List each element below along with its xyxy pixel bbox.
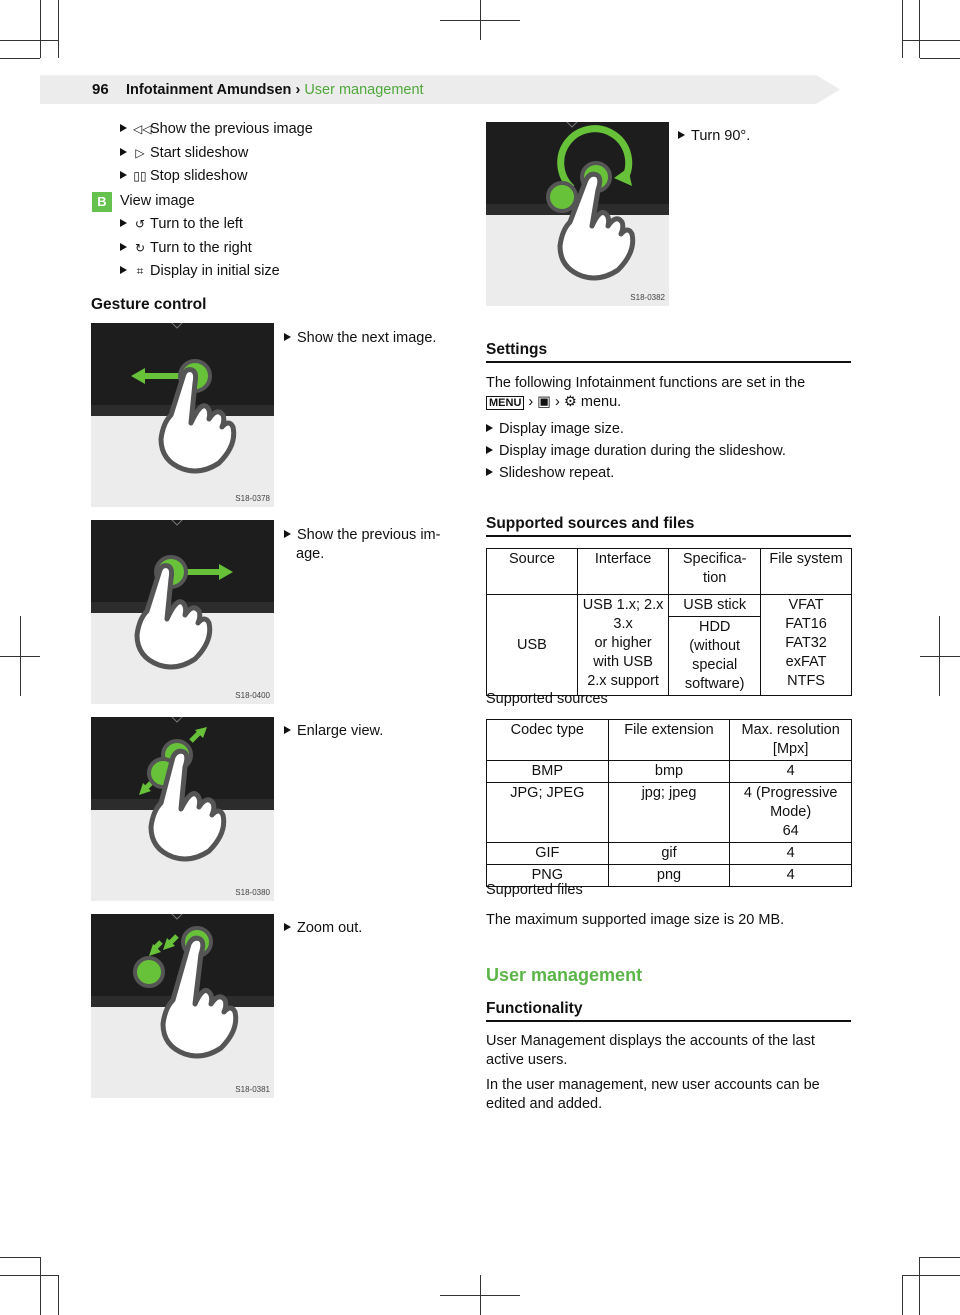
figure-rotate — [486, 122, 669, 306]
files-table — [486, 719, 852, 887]
settings-heading: Settings — [486, 341, 548, 358]
figure-zoom-out — [91, 914, 274, 1098]
media-icon: ▣ — [537, 394, 551, 410]
breadcrumb-chapter[interactable]: Infotainment Amundsen — [126, 82, 292, 98]
paragraph: In the user management, new user accounts can be edited and added. — [486, 1077, 820, 1112]
list-item: ↻ Turn to the right — [120, 240, 252, 256]
figure-code: S18-0380 — [235, 888, 270, 897]
user-management-heading: User management — [486, 965, 643, 985]
bullet-arrow-icon — [120, 148, 127, 156]
sources-caption: Supported sources — [486, 691, 608, 707]
page-number: 96 — [92, 81, 109, 98]
gesture-control-heading: Gesture control — [91, 296, 207, 313]
sources-heading: Supported sources and files — [486, 515, 695, 532]
rotate-gesture-hand-icon — [486, 122, 669, 306]
pause-icon: ▯▯ — [133, 169, 147, 183]
pinch-close-hand-icon — [91, 914, 274, 1098]
table-row: JPG; JPEG jpg; jpeg 4 (Progressive Mode) 64 — [487, 783, 852, 843]
figure-swipe-left — [91, 323, 274, 507]
list-item: ▷ Start slideshow — [120, 145, 248, 161]
previous-image-icon: ◁◁ — [133, 122, 152, 136]
divider — [486, 1020, 851, 1022]
table-row: BMP bmp 4 — [487, 761, 852, 783]
settings-gear-icon: ⚙ — [563, 394, 577, 410]
figure-caption: Turn 90°. — [678, 127, 750, 146]
figure-swipe-right — [91, 520, 274, 704]
view-image-label: View image — [120, 193, 195, 209]
figure-caption: Zoom out. — [284, 919, 362, 938]
breadcrumb-current[interactable]: User management — [304, 82, 424, 98]
rotate-left-icon: ↺ — [134, 217, 146, 231]
settings-intro: The following Infotainment functions are set in the MENU › ▣ › ⚙ menu. — [486, 375, 806, 410]
settings-list — [486, 418, 856, 484]
bullet-arrow-icon — [120, 124, 127, 132]
divider — [486, 535, 851, 537]
figure-code: S18-0382 — [630, 293, 665, 302]
list-item: ⌗ Display in initial size — [120, 263, 280, 279]
bullet-arrow-icon — [678, 131, 685, 139]
figure-code: S18-0381 — [235, 1085, 270, 1094]
sources-table — [486, 548, 852, 696]
play-icon: ▷ — [135, 146, 145, 160]
figure-caption: Show the previous im- age. — [284, 526, 440, 564]
list-item: Slideshow repeat. — [486, 462, 856, 484]
table-row: GIF gif 4 — [487, 843, 852, 865]
bullet-arrow-icon — [486, 446, 493, 454]
menu-key-icon: MENU — [486, 396, 524, 410]
breadcrumb-separator: › — [295, 82, 301, 98]
function-list — [120, 121, 460, 291]
paragraph: User Management displays the accounts of the last active users. — [486, 1033, 815, 1068]
bullet-arrow-icon — [120, 171, 127, 179]
table-row: USB USB 1.x; 2.x 3.x or higher with USB 2.x support USB stick VFAT FAT16 FAT32 exFAT NTFS — [487, 595, 852, 617]
list-item: ◁◁Show the previous image — [120, 121, 313, 137]
bullet-arrow-icon — [486, 468, 493, 476]
initial-size-icon: ⌗ — [136, 264, 144, 278]
list-item: ▯▯ Stop slideshow — [120, 168, 248, 184]
bullet-arrow-icon — [284, 923, 291, 931]
table-row: Source Interface Specifica- tion File system — [487, 549, 852, 595]
pinch-open-hand-icon — [91, 717, 274, 901]
figure-code: S18-0400 — [235, 691, 270, 700]
bullet-arrow-icon — [120, 219, 127, 227]
files-caption: Supported files — [486, 882, 583, 898]
max-size-note: The maximum supported image size is 20 MB. — [486, 912, 785, 928]
bullet-arrow-icon — [120, 266, 127, 274]
divider — [486, 361, 851, 363]
bullet-arrow-icon — [120, 243, 127, 251]
bullet-arrow-icon — [284, 333, 291, 341]
bullet-arrow-icon — [486, 424, 493, 432]
rotate-right-icon: ↻ — [134, 241, 146, 255]
key-b-badge: B — [92, 192, 112, 212]
table-row: PNG png 4 — [487, 865, 852, 887]
figure-caption: Enlarge view. — [284, 722, 383, 741]
bullet-arrow-icon — [284, 530, 291, 538]
figure-caption: Show the next image. — [284, 329, 436, 348]
swipe-right-hand-icon — [91, 520, 274, 704]
list-item: Display image size. — [486, 418, 856, 440]
bullet-arrow-icon — [284, 726, 291, 734]
figure-code: S18-0378 — [235, 494, 270, 503]
table-row: HDD (without special software) — [487, 617, 852, 696]
swipe-left-hand-icon — [91, 323, 274, 507]
figure-enlarge — [91, 717, 274, 901]
functionality-heading: Functionality — [486, 1000, 583, 1017]
breadcrumb — [126, 82, 424, 98]
table-row: Codec type File extension Max. resolution [Mpx] — [487, 720, 852, 761]
list-item: ↺ Turn to the left — [120, 216, 243, 232]
list-item: Display image duration during the slideshow. — [486, 440, 856, 462]
